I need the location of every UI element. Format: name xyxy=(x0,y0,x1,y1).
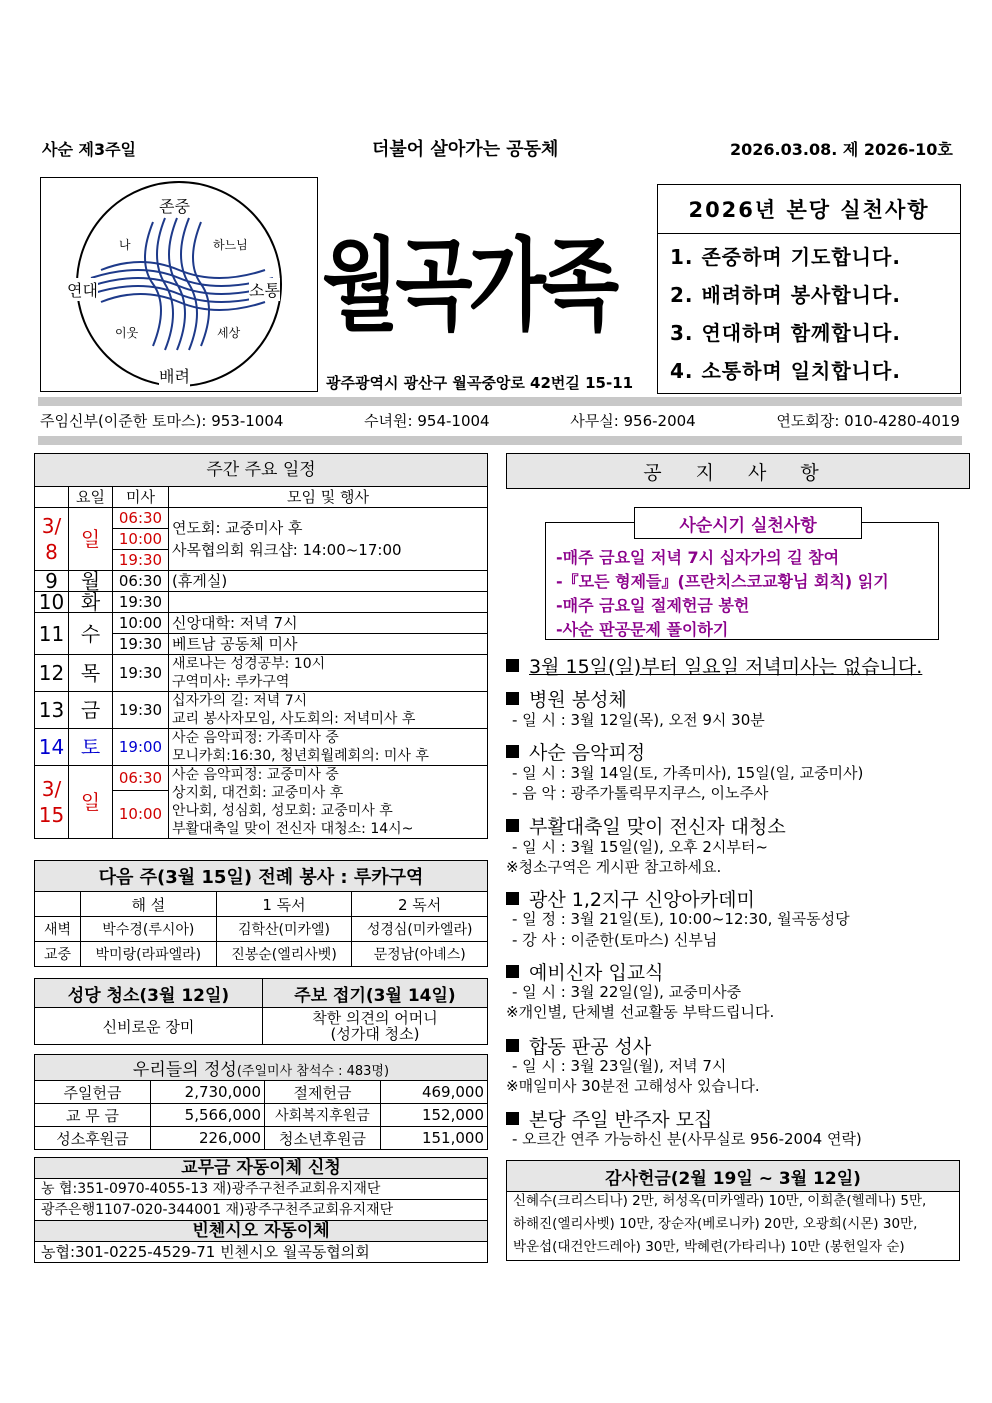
offering-title: 우리들의 정성(주일미사 참석수 : 483명) xyxy=(35,1055,488,1081)
col-mass: 미사 xyxy=(113,487,169,508)
contact-info xyxy=(40,410,960,431)
notice-heading: 3월 15일(일)부터 일요일 저녁미사는 없습니다. xyxy=(506,652,922,679)
logo-inner-bl: 이웃 xyxy=(115,326,139,340)
offering-amount: 5,566,000 xyxy=(151,1104,265,1127)
day-cell: 금 xyxy=(69,692,113,729)
notice-detail: - 오르간 연주 가능하신 분(사무실로 956-2004 연락) xyxy=(512,1130,862,1148)
parish-logo-box xyxy=(40,177,318,392)
event-cell xyxy=(169,592,488,613)
event-cell: 사순 음악피정: 가족미사 중 모니카회:16:30, 청년회월례회의: 미사 후 xyxy=(169,729,488,766)
col-reading2: 2 독서 xyxy=(352,892,488,917)
lent-practice-title: 사순시기 실천사항 xyxy=(634,507,862,539)
thanks-list: 신혜수(크리스티나) 2만, 허성옥(미카엘라) 10만, 이희춘(헬레나) 5만, 하해진(엘리사벳) 10만, 장순자(베로니카) 20만, 오광희(시몬) 30만, 박운섭(대건안드레아) 30만, 박혜련(가타리나) 10만 (봉헌일자 순) xyxy=(506,1190,960,1261)
mass-time: 19:00 xyxy=(113,729,169,766)
lent-practice-box xyxy=(545,522,939,640)
offering-amount: 226,000 xyxy=(151,1127,265,1150)
logo-label-right: 소통 xyxy=(249,278,280,301)
practice-title: 2026년 본당 실천사항 xyxy=(658,185,960,234)
offering-label: 사회복지후원금 xyxy=(265,1104,381,1127)
event-cell: (휴게실) xyxy=(169,571,488,592)
day-cell: 일 xyxy=(69,508,113,571)
date-cell: 11 xyxy=(35,613,69,655)
notice-detail: - 강 사 : 이준한(토마스) 신부님 xyxy=(512,931,718,949)
auto-transfer-table xyxy=(34,1157,488,1263)
mass-label: 교중 xyxy=(35,942,81,967)
offering-amount: 152,000 xyxy=(381,1104,488,1127)
issue-date: 2026.03.08. 제 2026-10호 xyxy=(730,140,953,159)
logo-label-left: 연대 xyxy=(67,278,98,301)
practice-box xyxy=(657,184,961,394)
date-cell: 14 xyxy=(35,729,69,766)
practice-item: 4. 소통하며 일치합니다. xyxy=(670,359,901,383)
logo-label-top: 존중 xyxy=(159,194,190,217)
offering-label: 주일헌금 xyxy=(35,1081,151,1104)
event-cell: 베트남 공동체 미사 xyxy=(169,634,488,655)
server-name: 진봉순(엘리사벳) xyxy=(216,942,352,967)
notice-heading: 광산 1,2지구 신앙아카데미 xyxy=(506,885,755,912)
mass-time: 06:30 xyxy=(113,508,169,529)
notice-detail: - 일 시 : 3월 14일(토, 가족미사), 15일(일, 교중미사) xyxy=(512,764,864,782)
lent-item: -매주 금요일 절제헌금 봉헌 xyxy=(556,596,750,615)
notice-title: 공 지 사 항 xyxy=(506,453,970,489)
practice-item: 1. 존중하며 기도합니다. xyxy=(670,245,901,269)
event-cell: 연도회: 교중미사 후 사목협의회 워크샵: 14:00~17:00 xyxy=(169,508,488,571)
notice-heading: 부활대축일 맞이 전신자 대청소 xyxy=(506,812,786,839)
day-cell: 월 xyxy=(69,571,113,592)
mass-time: 06:30 xyxy=(113,766,169,791)
date-cell: 3/ 8 xyxy=(35,508,69,571)
notice-detail: - 일 시 : 3월 23일(월), 저녁 7시 xyxy=(512,1057,727,1075)
day-cell: 화 xyxy=(69,592,113,613)
offering-amount: 469,000 xyxy=(381,1081,488,1104)
col-reading1: 1 독서 xyxy=(216,892,352,917)
day-cell: 수 xyxy=(69,613,113,655)
contact-office: 사무실: 956-2004 xyxy=(570,412,696,430)
logo-inner-br: 세상 xyxy=(217,326,241,340)
weekly-schedule-table xyxy=(34,453,488,839)
logo-inner-tr: 하느님 xyxy=(213,238,248,252)
col-events: 모임 및 행사 xyxy=(169,487,488,508)
logo-label-bottom: 배려 xyxy=(159,364,190,387)
notice-heading: 본당 주일 반주자 모집 xyxy=(506,1105,712,1132)
col-day: 요일 xyxy=(69,487,113,508)
motto: 더불어 살아가는 공동체 xyxy=(372,139,559,160)
mass-time: 10:00 xyxy=(113,613,169,634)
lent-item: -매주 금요일 저녁 7시 십자가의 길 참여 xyxy=(556,548,840,567)
liturgy-service-table xyxy=(34,860,488,967)
offering-label: 절제헌금 xyxy=(265,1081,381,1104)
service-title: 다음 주(3월 15일) 전례 봉사 : 루카구역 xyxy=(35,861,488,892)
col-commentary: 해 설 xyxy=(81,892,217,917)
bank-account: 농협:301-0225-4529-71 빈첸시오 월곡동협의회 xyxy=(35,1242,488,1263)
offering-label: 성소후원금 xyxy=(35,1127,151,1150)
divider xyxy=(38,397,962,406)
mass-label: 새벽 xyxy=(35,917,81,942)
cleaning-group: 신비로운 장미 xyxy=(35,1008,263,1045)
mass-time: 19:30 xyxy=(113,692,169,729)
notice-heading: 병원 봉성체 xyxy=(506,685,627,712)
lent-item: -사순 판공문제 풀이하기 xyxy=(556,620,729,639)
schedule-title: 주간 주요 일정 xyxy=(35,454,488,487)
bank-account: 광주은행1107-020-344001 재)광주구천주교회유지재단 xyxy=(35,1200,488,1221)
event-cell: 십자가의 길: 저녁 7시 교리 봉사자모임, 사도회의: 저녁미사 후 xyxy=(169,692,488,729)
server-name: 성경심(미카엘라) xyxy=(352,917,488,942)
mass-time: 19:30 xyxy=(113,655,169,692)
cleaning-title: 성당 청소(3월 12일) xyxy=(35,979,263,1008)
mass-time: 19:30 xyxy=(113,592,169,613)
date-cell: 12 xyxy=(35,655,69,692)
notice-detail: ※개인별, 단체별 선교활동 부탁드립니다. xyxy=(506,1003,775,1021)
folding-group: 착한 의견의 어머니 (성가대 청소) xyxy=(263,1008,488,1045)
notice-heading: 합동 판공 성사 xyxy=(506,1032,651,1059)
notice-detail: - 일 정 : 3월 21일(토), 10:00~12:30, 월곡동성당 xyxy=(512,910,850,928)
practice-item: 2. 배려하며 봉사합니다. xyxy=(670,283,901,307)
date-cell: 3/ 15 xyxy=(35,766,69,839)
server-name: 문정남(아녜스) xyxy=(352,942,488,967)
offering-table xyxy=(34,1054,488,1150)
contact-chair: 연도회장: 010-4280-4019 xyxy=(776,412,960,430)
vincent-title: 빈첸시오 자동이체 xyxy=(35,1221,488,1242)
notice-heading: 사순 음악피정 xyxy=(506,738,645,765)
event-cell: 새로나는 성경공부: 10시 구역미사: 루카구역 xyxy=(169,655,488,692)
event-cell: 사순 음악피정: 교중미사 중 상지회, 대건회: 교중미사 후 안나회, 성심회, 성모회: 교중미사 후 부활대축일 맞이 전신자 대청소: 14시~ xyxy=(169,766,488,839)
offering-label: 청소년후원금 xyxy=(265,1127,381,1150)
mass-time: 19:30 xyxy=(113,634,169,655)
auto-transfer-title: 교무금 자동이체 신청 xyxy=(35,1158,488,1179)
day-cell: 목 xyxy=(69,655,113,692)
divider xyxy=(38,436,962,445)
notice-heading: 예비신자 입교식 xyxy=(506,958,664,985)
logo-inner-tl: 나 xyxy=(119,238,131,252)
offering-amount: 151,000 xyxy=(381,1127,488,1150)
offering-amount: 2,730,000 xyxy=(151,1081,265,1104)
notice-detail: ※매일미사 30분전 고해성사 있습니다. xyxy=(506,1077,760,1095)
notice-detail: ※청소구역은 게시판 참고하세요. xyxy=(506,858,722,876)
server-name: 김학산(미카엘) xyxy=(216,917,352,942)
notice-detail: - 일 시 : 3월 22일(일), 교중미사중 xyxy=(512,983,742,1001)
lent-item: -『모든 형제들』(프란치스코교황님 회칙) 읽기 xyxy=(556,572,889,591)
masthead-title: 월곡가족 xyxy=(322,226,616,344)
practice-item: 3. 연대하며 함께합니다. xyxy=(670,321,901,345)
folding-title: 주보 접기(3월 14일) xyxy=(263,979,488,1008)
thanks-title: 감사헌금(2월 19일 ~ 3월 12일) xyxy=(506,1160,960,1192)
mass-time: 19:30 xyxy=(113,550,169,571)
season-label: 사순 제3주일 xyxy=(42,140,136,159)
day-cell: 일 xyxy=(69,766,113,839)
date-cell: 9 xyxy=(35,571,69,592)
contact-convent: 수녀원: 954-1004 xyxy=(364,412,490,430)
offering-label: 교 무 금 xyxy=(35,1104,151,1127)
mass-time: 06:30 xyxy=(113,571,169,592)
bank-account: 농 협:351-0970-4055-13 재)광주구천주교회유지재단 xyxy=(35,1179,488,1200)
date-cell: 10 xyxy=(35,592,69,613)
day-cell: 토 xyxy=(69,729,113,766)
server-name: 박미랑(라파엘라) xyxy=(81,942,217,967)
contact-pastor: 주임신부(이준한 토마스): 953-1004 xyxy=(40,412,284,430)
server-name: 박수경(루시아) xyxy=(81,917,217,942)
notice-detail: - 일 시 : 3월 12일(목), 오전 9시 30분 xyxy=(512,711,765,729)
date-cell: 13 xyxy=(35,692,69,729)
notice-detail: - 일 시 : 3월 15일(일), 오후 2시부터~ xyxy=(512,838,768,856)
notice-detail: - 음 악 : 광주가톨릭무지쿠스, 이노주사 xyxy=(512,784,769,802)
mass-time: 10:00 xyxy=(113,790,169,838)
cleaning-table xyxy=(34,978,488,1045)
parish-address: 광주광역시 광산구 월곡중앙로 42번길 15-11 xyxy=(326,374,634,392)
event-cell: 신앙대학: 저녁 7시 xyxy=(169,613,488,634)
mass-time: 10:00 xyxy=(113,529,169,550)
